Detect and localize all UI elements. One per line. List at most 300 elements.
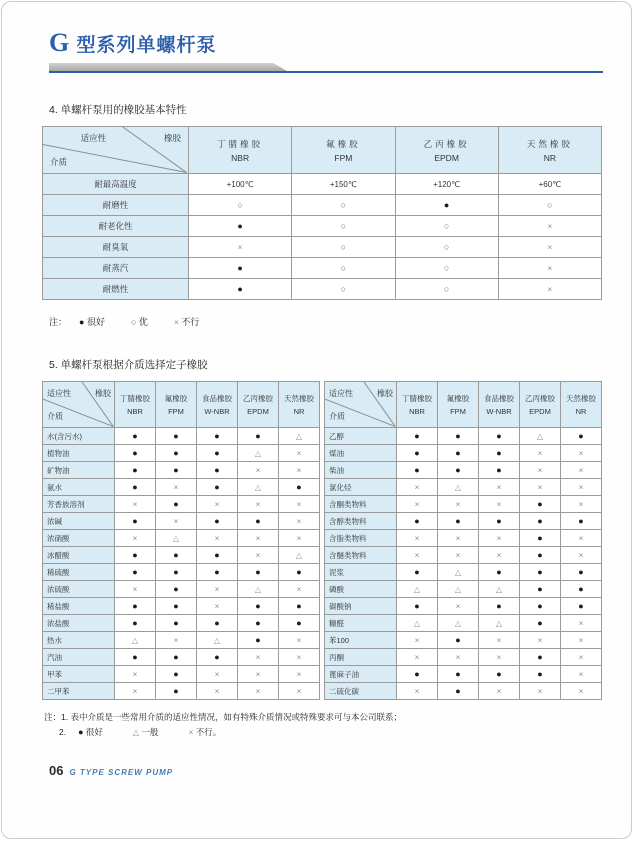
rating-cell xyxy=(561,479,602,496)
rating-cell xyxy=(197,649,238,666)
rating-symbol: × xyxy=(496,652,502,662)
rating-symbol: ● xyxy=(496,567,502,577)
row-label: 甲苯 xyxy=(43,666,115,683)
rating-symbol: × xyxy=(578,652,584,662)
rating-cell xyxy=(238,649,279,666)
rating-cell xyxy=(438,683,479,700)
rating-symbol: △ xyxy=(495,584,503,594)
rating-cell xyxy=(115,683,156,700)
row-label: 含醇类物料 xyxy=(325,513,397,530)
rating-symbol: × xyxy=(455,550,461,560)
rating-symbol: × xyxy=(455,652,461,662)
row-label: 浓碱 xyxy=(43,513,115,530)
rating-cell xyxy=(238,513,279,530)
rating-cell xyxy=(238,479,279,496)
rating-symbol: ● xyxy=(496,601,502,611)
rating-cell xyxy=(397,479,438,496)
rating-symbol: × xyxy=(547,221,553,231)
rating-symbol: × xyxy=(255,550,261,560)
rating-cell xyxy=(115,462,156,479)
rating-cell xyxy=(238,598,279,615)
rating-cell xyxy=(438,649,479,666)
legend-label: 很好 xyxy=(84,317,105,327)
column-name: 乙丙橡胶 xyxy=(243,394,273,403)
column-code: NR xyxy=(293,407,305,416)
row-label: 植物油 xyxy=(43,445,115,462)
rating-symbol: × xyxy=(455,499,461,509)
rating-cell xyxy=(561,513,602,530)
rating-cell xyxy=(189,195,292,216)
rating-symbol: ● xyxy=(237,221,243,231)
column-code: EPDM xyxy=(529,407,551,416)
rating-cell xyxy=(197,513,238,530)
legend-item xyxy=(131,317,148,327)
rating-symbol: ● xyxy=(296,601,302,611)
rating-cell xyxy=(520,683,561,700)
rating-symbol: ● xyxy=(173,499,179,509)
rating-cell xyxy=(397,496,438,513)
rating-cell xyxy=(115,564,156,581)
rating-cell xyxy=(238,666,279,683)
rating-symbol: △ xyxy=(172,533,180,543)
rating-symbol: × xyxy=(537,686,543,696)
rating-symbol: × xyxy=(578,669,584,679)
table-row xyxy=(43,195,602,216)
column-code: NBR xyxy=(231,152,250,163)
column-code: NBR xyxy=(127,407,143,416)
rating-cell xyxy=(279,666,320,683)
rating-symbol: × xyxy=(496,533,502,543)
rating-cell xyxy=(479,479,520,496)
rating-cell xyxy=(498,216,601,237)
rating-symbol: ● xyxy=(79,317,85,327)
rating-cell xyxy=(238,496,279,513)
table-row xyxy=(325,615,602,632)
rating-cell xyxy=(520,462,561,479)
row-label: 耐磨性 xyxy=(43,195,189,216)
rating-cell xyxy=(197,598,238,615)
section-4-title: 4. 单螺杆泵用的橡胶基本特性 xyxy=(49,104,187,116)
rating-cell xyxy=(397,598,438,615)
rating-symbol: △ xyxy=(254,584,262,594)
page-title-text: 型系列单螺杆泵 xyxy=(70,35,217,56)
rating-cell xyxy=(292,216,395,237)
rating-symbol: × xyxy=(496,550,502,560)
page-title-initial: G xyxy=(49,28,71,57)
rating-symbol: ● xyxy=(414,567,420,577)
rating-cell xyxy=(397,428,438,445)
rating-cell xyxy=(397,666,438,683)
rating-cell xyxy=(520,632,561,649)
rating-cell xyxy=(238,445,279,462)
rating-symbol: ● xyxy=(296,618,302,628)
rating-symbol: △ xyxy=(413,618,421,628)
corner-header xyxy=(43,382,115,428)
row-label: 热水 xyxy=(43,632,115,649)
rating-cell xyxy=(438,547,479,564)
rating-symbol: △ xyxy=(295,431,303,441)
page-number: 06 xyxy=(49,763,64,779)
rating-symbol: ● xyxy=(414,601,420,611)
rating-cell xyxy=(115,632,156,649)
rating-cell xyxy=(397,632,438,649)
rating-cell xyxy=(197,428,238,445)
row-label: 浓硝酸 xyxy=(43,530,115,547)
rating-cell xyxy=(197,530,238,547)
rating-cell xyxy=(156,581,197,598)
table-row xyxy=(325,496,602,513)
corner-header xyxy=(43,127,189,174)
table-row xyxy=(43,513,320,530)
rating-cell xyxy=(438,632,479,649)
row-label: 含酮类物料 xyxy=(325,496,397,513)
legend-prefix: 2. xyxy=(59,726,67,737)
rating-cell xyxy=(156,683,197,700)
rating-symbol: △ xyxy=(536,431,544,441)
rating-symbol: × xyxy=(132,499,138,509)
rating-cell xyxy=(156,479,197,496)
row-label: 丙酮 xyxy=(325,649,397,666)
rating-symbol: ● xyxy=(173,686,179,696)
rating-symbol: ● xyxy=(455,669,461,679)
rating-cell xyxy=(156,513,197,530)
rating-symbol: × xyxy=(296,533,302,543)
column-name: 天然橡胶 xyxy=(284,394,314,403)
title-divider-gray-bar xyxy=(49,63,287,71)
rating-cell xyxy=(520,564,561,581)
row-label: 二甲苯 xyxy=(43,683,115,700)
rating-symbol: × xyxy=(578,448,584,458)
rating-cell xyxy=(520,513,561,530)
row-label: 稀硫酸 xyxy=(43,564,115,581)
corner-label-rubber: 橡胶 xyxy=(95,389,111,398)
column-name: 食品橡胶 xyxy=(484,394,514,403)
rating-cell xyxy=(438,666,479,683)
corner-label-medium: 介质 xyxy=(47,412,63,421)
rating-symbol: × xyxy=(537,482,543,492)
rating-symbol: × xyxy=(414,533,420,543)
column-code: NR xyxy=(575,407,587,416)
rating-symbol: ● xyxy=(578,431,584,441)
rating-symbol: ● xyxy=(537,499,543,509)
rating-cell xyxy=(197,615,238,632)
rating-symbol: △ xyxy=(254,482,262,492)
table-row xyxy=(43,666,320,683)
rating-cell xyxy=(156,564,197,581)
legend-label: 不行 xyxy=(178,317,200,327)
row-label: 耐蒸汽 xyxy=(43,258,189,279)
rating-cell xyxy=(479,666,520,683)
rating-cell xyxy=(438,598,479,615)
row-label: 汽油 xyxy=(43,649,115,666)
page-title xyxy=(49,28,603,58)
rating-symbol: ● xyxy=(132,482,138,492)
rating-symbol: △ xyxy=(454,567,462,577)
table-row xyxy=(43,615,320,632)
rating-symbol: ● xyxy=(496,669,502,679)
row-label: 蓖麻子油 xyxy=(325,666,397,683)
rating-symbol: × xyxy=(296,584,302,594)
rating-symbol: ● xyxy=(455,635,461,645)
rating-symbol: ● xyxy=(173,567,179,577)
rating-symbol: △ xyxy=(132,727,140,737)
row-label: 浓盐酸 xyxy=(43,615,115,632)
rating-symbol: ● xyxy=(214,465,220,475)
rating-cell xyxy=(115,666,156,683)
rating-symbol: ● xyxy=(414,465,420,475)
table-row xyxy=(325,513,602,530)
rating-symbol: × xyxy=(578,550,584,560)
table-row xyxy=(43,598,320,615)
rating-cell xyxy=(115,513,156,530)
rating-cell xyxy=(479,462,520,479)
rating-cell xyxy=(561,547,602,564)
rating-cell xyxy=(479,445,520,462)
rating-cell xyxy=(520,428,561,445)
rating-cell xyxy=(197,683,238,700)
column-name: 乙丙橡胶 xyxy=(423,138,470,149)
rating-symbol: ● xyxy=(173,465,179,475)
catalog-page xyxy=(1,1,632,839)
row-label: 氨水 xyxy=(43,479,115,496)
legend-label: 不行。 xyxy=(193,726,222,737)
rating-symbol: ○ xyxy=(340,200,347,210)
rating-cell xyxy=(238,632,279,649)
rating-cell xyxy=(189,216,292,237)
footnotes xyxy=(44,711,631,739)
row-label: 糠醛 xyxy=(325,615,397,632)
rating-cell xyxy=(561,530,602,547)
column-code: NR xyxy=(543,152,557,163)
rating-symbol: × xyxy=(496,499,502,509)
rating-cell xyxy=(479,496,520,513)
legend-label: 优 xyxy=(136,317,148,327)
column-header xyxy=(479,382,520,428)
rating-cell xyxy=(397,513,438,530)
table-row xyxy=(43,279,602,300)
column-header xyxy=(156,382,197,428)
rating-symbol: ● xyxy=(496,448,502,458)
column-header xyxy=(498,127,601,174)
rating-cell xyxy=(395,195,498,216)
rating-symbol: × xyxy=(214,533,220,543)
rating-symbol: △ xyxy=(131,635,139,645)
corner-label-medium: 介质 xyxy=(50,157,68,167)
rating-cell xyxy=(561,581,602,598)
column-name: 氟橡胶 xyxy=(326,138,361,149)
table-row xyxy=(325,683,602,700)
rating-cell xyxy=(197,462,238,479)
rating-symbol: × xyxy=(455,533,461,543)
rating-symbol: × xyxy=(214,499,220,509)
rating-symbol: ● xyxy=(255,635,261,645)
rating-symbol: × xyxy=(173,317,179,327)
rating-symbol: × xyxy=(296,448,302,458)
rating-cell xyxy=(438,513,479,530)
rating-cell xyxy=(520,530,561,547)
rating-symbol: × xyxy=(578,635,584,645)
media-selection-table-left xyxy=(42,381,320,700)
rating-cell xyxy=(156,445,197,462)
rating-cell xyxy=(279,513,320,530)
rating-cell xyxy=(498,195,601,216)
table-row xyxy=(43,479,320,496)
rating-cell xyxy=(498,237,601,258)
rating-cell xyxy=(197,632,238,649)
rating-symbol: ○ xyxy=(340,263,347,273)
rating-cell xyxy=(115,598,156,615)
rating-cell xyxy=(520,649,561,666)
rating-symbol: ○ xyxy=(443,242,450,252)
rating-cell xyxy=(238,530,279,547)
rating-symbol: ● xyxy=(455,516,461,526)
rating-cell xyxy=(279,428,320,445)
rating-cell xyxy=(197,666,238,683)
rating-symbol: × xyxy=(255,652,261,662)
rating-cell xyxy=(561,615,602,632)
rating-cell xyxy=(115,496,156,513)
rating-cell xyxy=(561,564,602,581)
rating-cell xyxy=(438,564,479,581)
rating-symbol: × xyxy=(237,242,243,252)
rating-symbol: × xyxy=(173,516,179,526)
rating-cell xyxy=(479,581,520,598)
table-row xyxy=(43,683,320,700)
rating-symbol: × xyxy=(537,465,543,475)
table-row xyxy=(43,462,320,479)
rating-cell xyxy=(520,598,561,615)
rating-symbol: ● xyxy=(496,431,502,441)
column-header xyxy=(238,382,279,428)
rating-symbol: ● xyxy=(537,601,543,611)
rating-cell xyxy=(397,683,438,700)
column-header xyxy=(395,127,498,174)
rating-symbol: ● xyxy=(537,516,543,526)
rating-cell xyxy=(115,649,156,666)
rating-cell xyxy=(479,530,520,547)
rating-cell xyxy=(438,479,479,496)
column-code: W-NBR xyxy=(486,407,512,416)
column-name: 乙丙橡胶 xyxy=(525,394,555,403)
rating-cell xyxy=(479,547,520,564)
rating-cell xyxy=(520,479,561,496)
rating-symbol: × xyxy=(296,499,302,509)
rating-symbol: ● xyxy=(237,284,243,294)
rating-symbol: ● xyxy=(455,431,461,441)
corner-label-rubber: 橡胶 xyxy=(377,389,393,398)
rating-symbol: ● xyxy=(537,550,543,560)
rating-symbol: ○ xyxy=(443,263,450,273)
rating-cell xyxy=(189,237,292,258)
column-name: 天然橡胶 xyxy=(566,394,596,403)
rating-cell xyxy=(279,547,320,564)
row-label: 稀盐酸 xyxy=(43,598,115,615)
table-row xyxy=(325,462,602,479)
rating-cell xyxy=(395,279,498,300)
footnote-line-1: 注：1. 表中介质是一些常用介质的适应性情况，如有特殊介质情况或特殊要求可与本公司联系； xyxy=(44,712,402,722)
rating-symbol: × xyxy=(132,584,138,594)
rating-cell xyxy=(397,530,438,547)
rating-symbol: ● xyxy=(537,618,543,628)
rating-symbol: × xyxy=(173,482,179,492)
rating-cell xyxy=(156,666,197,683)
rating-symbol: ● xyxy=(132,567,138,577)
rating-symbol: ● xyxy=(132,601,138,611)
rating-cell xyxy=(115,547,156,564)
rubber-properties-table xyxy=(42,126,602,300)
rating-symbol: × xyxy=(537,635,543,645)
rating-symbol: × xyxy=(132,686,138,696)
table-row xyxy=(43,530,320,547)
rating-symbol: ● xyxy=(443,200,450,210)
column-name: 丁腈橡胶 xyxy=(217,138,264,149)
legend-label: 很好 xyxy=(83,726,103,737)
rating-cell xyxy=(279,564,320,581)
title-divider xyxy=(49,63,603,73)
media-selection-table-right xyxy=(324,381,602,700)
rating-symbol: ● xyxy=(296,567,302,577)
rating-symbol: × xyxy=(255,499,261,509)
table-row xyxy=(325,649,602,666)
rating-symbol: ● xyxy=(132,465,138,475)
rating-cell xyxy=(197,581,238,598)
row-label: 碳酸钠 xyxy=(325,598,397,615)
legend-item xyxy=(78,727,103,737)
column-name: 丁腈橡胶 xyxy=(120,394,150,403)
rating-symbol: ● xyxy=(132,618,138,628)
rating-symbol: × xyxy=(214,686,220,696)
corner-label-rubber: 橡胶 xyxy=(163,133,181,143)
rating-symbol: ○ xyxy=(340,284,347,294)
rating-cell xyxy=(279,479,320,496)
rating-cell xyxy=(561,598,602,615)
rating-cell xyxy=(438,496,479,513)
table-row xyxy=(325,530,602,547)
rating-symbol: △ xyxy=(213,635,221,645)
rating-symbol: ● xyxy=(496,465,502,475)
row-label: 氯化烃 xyxy=(325,479,397,496)
rating-cell xyxy=(156,598,197,615)
column-header xyxy=(115,382,156,428)
rating-symbol: × xyxy=(414,686,420,696)
section-4-legend xyxy=(49,315,631,328)
rating-cell xyxy=(397,649,438,666)
rating-symbol: ● xyxy=(214,618,220,628)
rating-cell xyxy=(479,564,520,581)
rating-cell xyxy=(115,479,156,496)
rating-symbol: × xyxy=(214,584,220,594)
rating-symbol: ○ xyxy=(340,221,347,231)
rating-symbol: ● xyxy=(132,550,138,560)
rating-cell xyxy=(397,615,438,632)
row-label: 煤油 xyxy=(325,445,397,462)
rating-cell xyxy=(292,258,395,279)
rating-cell xyxy=(156,496,197,513)
rating-cell xyxy=(279,683,320,700)
column-name: 食品橡胶 xyxy=(202,394,232,403)
table-row xyxy=(43,632,320,649)
rating-cell xyxy=(156,547,197,564)
rating-symbol: ● xyxy=(173,448,179,458)
rating-symbol: × xyxy=(496,686,502,696)
column-name: 氟橡胶 xyxy=(446,394,470,403)
column-code: FPM xyxy=(334,152,353,163)
legend-item xyxy=(174,317,199,327)
column-code: EPDM xyxy=(434,152,459,163)
row-label: 磷酸 xyxy=(325,581,397,598)
corner-label-medium: 介质 xyxy=(329,412,345,421)
rating-symbol: ○ xyxy=(340,242,347,252)
